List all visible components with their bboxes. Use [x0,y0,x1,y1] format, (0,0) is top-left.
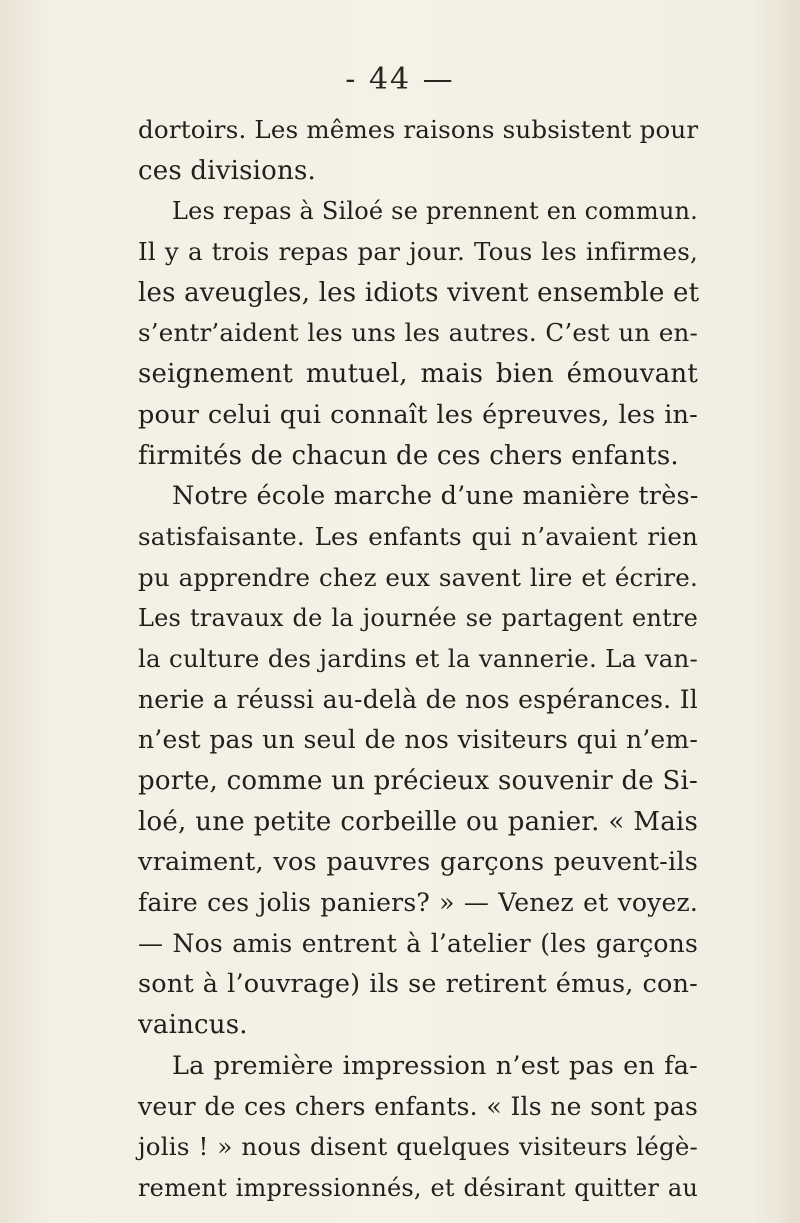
text-line: loé, une petite corbeille ou panier. « Mais [138,806,698,837]
text-line: Il y a trois repas par jour. Tous les infirmes, [138,237,698,267]
text-line: jolis ! » nous disent quelques visiteurs légè- [138,1132,698,1162]
text-line: firmités de chacun de ces chers enfants. [138,440,679,471]
body-text [138,110,698,1209]
text-line: sont à l’ouvrage) ils se retirent émus, con- [138,969,698,1000]
text-line: dortoirs. Les mêmes raisons subsistent pour [138,115,699,144]
text-line: nerie a réussi au-delà de nos espérances. Il [138,684,698,714]
text-line: — Nos amis entrent à l’atelier (les garçons [138,928,698,958]
text-line: La première impression n’est pas en fa- [172,1050,698,1081]
text-line: vraiment, vos pauvres garçons peuvent-ils [138,847,698,878]
text-line: Les travaux de la journée se partagent entre [138,604,698,633]
text-line: la culture des jardins et la vannerie. La van- [138,643,698,673]
text-line: Les repas à Siloé se prennent en commun. [172,197,698,226]
text-line: porte, comme un précieux souvenir de Si- [138,766,698,796]
text-line: n’est pas un seul de nos visiteurs qui n’em- [138,725,698,755]
text-line: s’entr’aident les uns les autres. C’est un en- [138,318,698,348]
text-line: les aveugles, les idiots vivent ensemble et [138,277,700,308]
text-line: faire ces jolis paniers? » — Venez et voyez. [138,888,698,918]
text-line: veur de ces chers enfants. « Ils ne sont pas [138,1091,698,1121]
text-line: seignement mutuel, mais bien émouvant [138,359,698,390]
text-line: ces divisions. [138,155,316,186]
text-line: pour celui qui connaît les épreuves, les in- [138,399,698,430]
page-number: - 44 — [345,62,455,97]
text-line: Notre école marche d’une manière très- [172,481,699,512]
text-line: rement impressionnés, et désirant quitter au [138,1173,698,1202]
text-line: vaincus. [138,1010,248,1041]
text-line: pu apprendre chez eux savent lire et écrire. [138,562,698,592]
text-line: satisfaisante. Les enfants qui n’avaient rien [138,521,698,551]
